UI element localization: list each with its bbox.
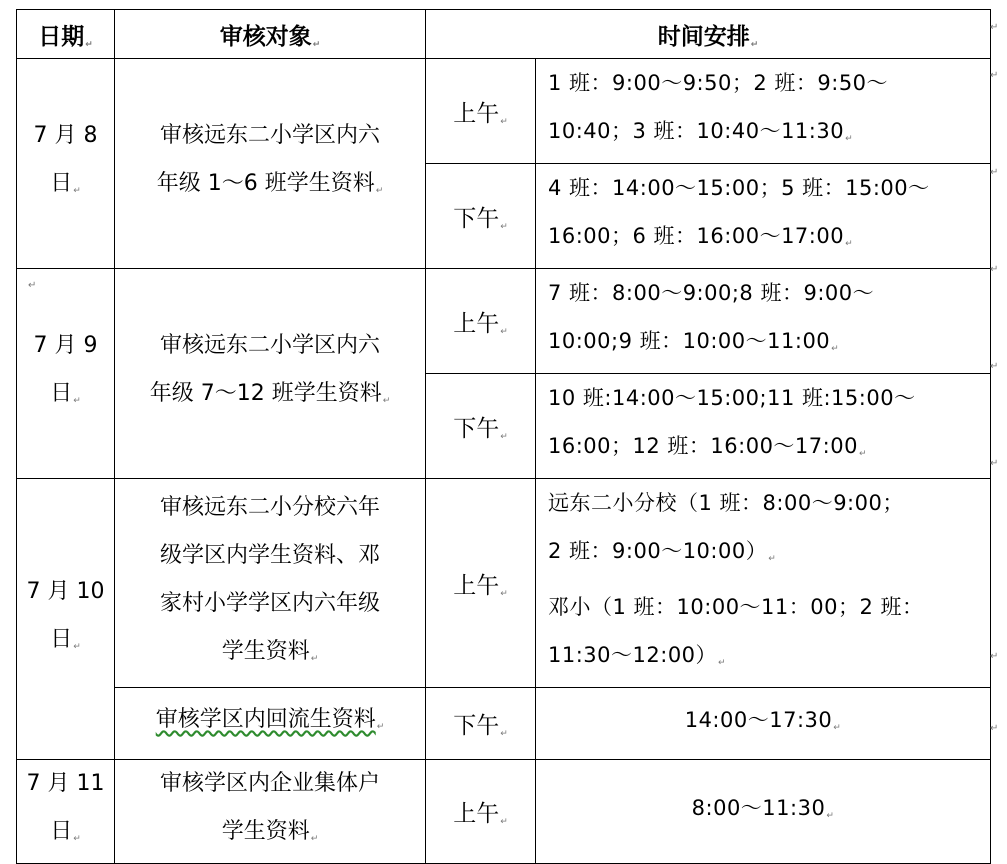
period-cell: 上午↵ — [426, 269, 536, 374]
date-cell: 7 月 8 日↵ — [17, 59, 115, 269]
schedule-table — [16, 9, 991, 864]
table-row — [17, 688, 991, 760]
period-cell: 下午↵ — [426, 688, 536, 760]
time-cell: 10 班:14:00～15:00;11 班:15:00～ 16:00；12 班：16:00～17:00↵ — [536, 374, 991, 479]
period-cell: 上午↵ — [426, 760, 536, 864]
header-row — [17, 10, 991, 59]
date-cell: 7 月 10 日↵ — [17, 479, 115, 760]
table-row — [17, 479, 991, 688]
row-end-mark: ↵ — [990, 22, 999, 33]
period-cell: 下午↵ — [426, 164, 536, 269]
table-row — [17, 59, 991, 164]
row-end-mark: ↵ — [990, 723, 999, 734]
time-cell: 7 班：8:00～9:00;8 班：9:00～ 10:00;9 班：10:00～11:00↵ — [536, 269, 991, 374]
empty-paragraph-mark: ↵ — [28, 280, 37, 291]
time-cell: 1 班：9:00～9:50；2 班：9:50～ 10:40；3 班：10:40～11:30↵ — [536, 59, 991, 164]
time-cell: 远东二小分校（1 班：8:00～9:00； 2 班：9:00～10:00）↵ 邓小（1 班：10:00～11：00；2 班： 11:30～12:00）↵ — [536, 479, 991, 688]
date-cell: 7 月 9 日↵ — [17, 269, 115, 479]
object-cell: 审核学区内企业集体户 学生资料↵ — [115, 760, 426, 864]
time-cell: 14:00～17:30↵ — [536, 688, 991, 760]
row-end-mark: ↵ — [990, 361, 999, 372]
row-end-mark: ↵ — [990, 651, 999, 662]
date-cell: 7 月 11 日↵ — [17, 760, 115, 864]
period-cell: 下午↵ — [426, 374, 536, 479]
row-end-mark: ↵ — [990, 458, 999, 469]
table-row — [17, 269, 991, 374]
table-row — [17, 760, 991, 864]
header-object: 审核对象↵ — [115, 10, 426, 59]
time-cell: 4 班：14:00～15:00；5 班：15:00～ 16:00；6 班：16:00～17:00↵ — [536, 164, 991, 269]
object-cell: 审核远东二小学区内六 年级 7～12 班学生资料↵ — [115, 269, 426, 479]
period-cell: 上午↵ — [426, 479, 536, 688]
row-end-mark: ↵ — [990, 264, 999, 275]
row-end-mark: ↵ — [990, 70, 999, 81]
object-cell: 审核远东二小分校六年 级学区内学生资料、邓 家村小学学区内六年级 学生资料↵ — [115, 479, 426, 688]
object-cell: 审核学区内回流生资料↵ — [115, 688, 426, 760]
period-cell: 上午↵ — [426, 59, 536, 164]
row-end-mark: ↵ — [990, 167, 999, 178]
header-date: 日期↵ — [17, 10, 115, 59]
object-cell: 审核远东二小学区内六 年级 1～6 班学生资料↵ — [115, 59, 426, 269]
header-schedule: 时间安排↵ — [426, 10, 991, 59]
time-cell: 8:00～11:30↵ — [536, 760, 991, 864]
